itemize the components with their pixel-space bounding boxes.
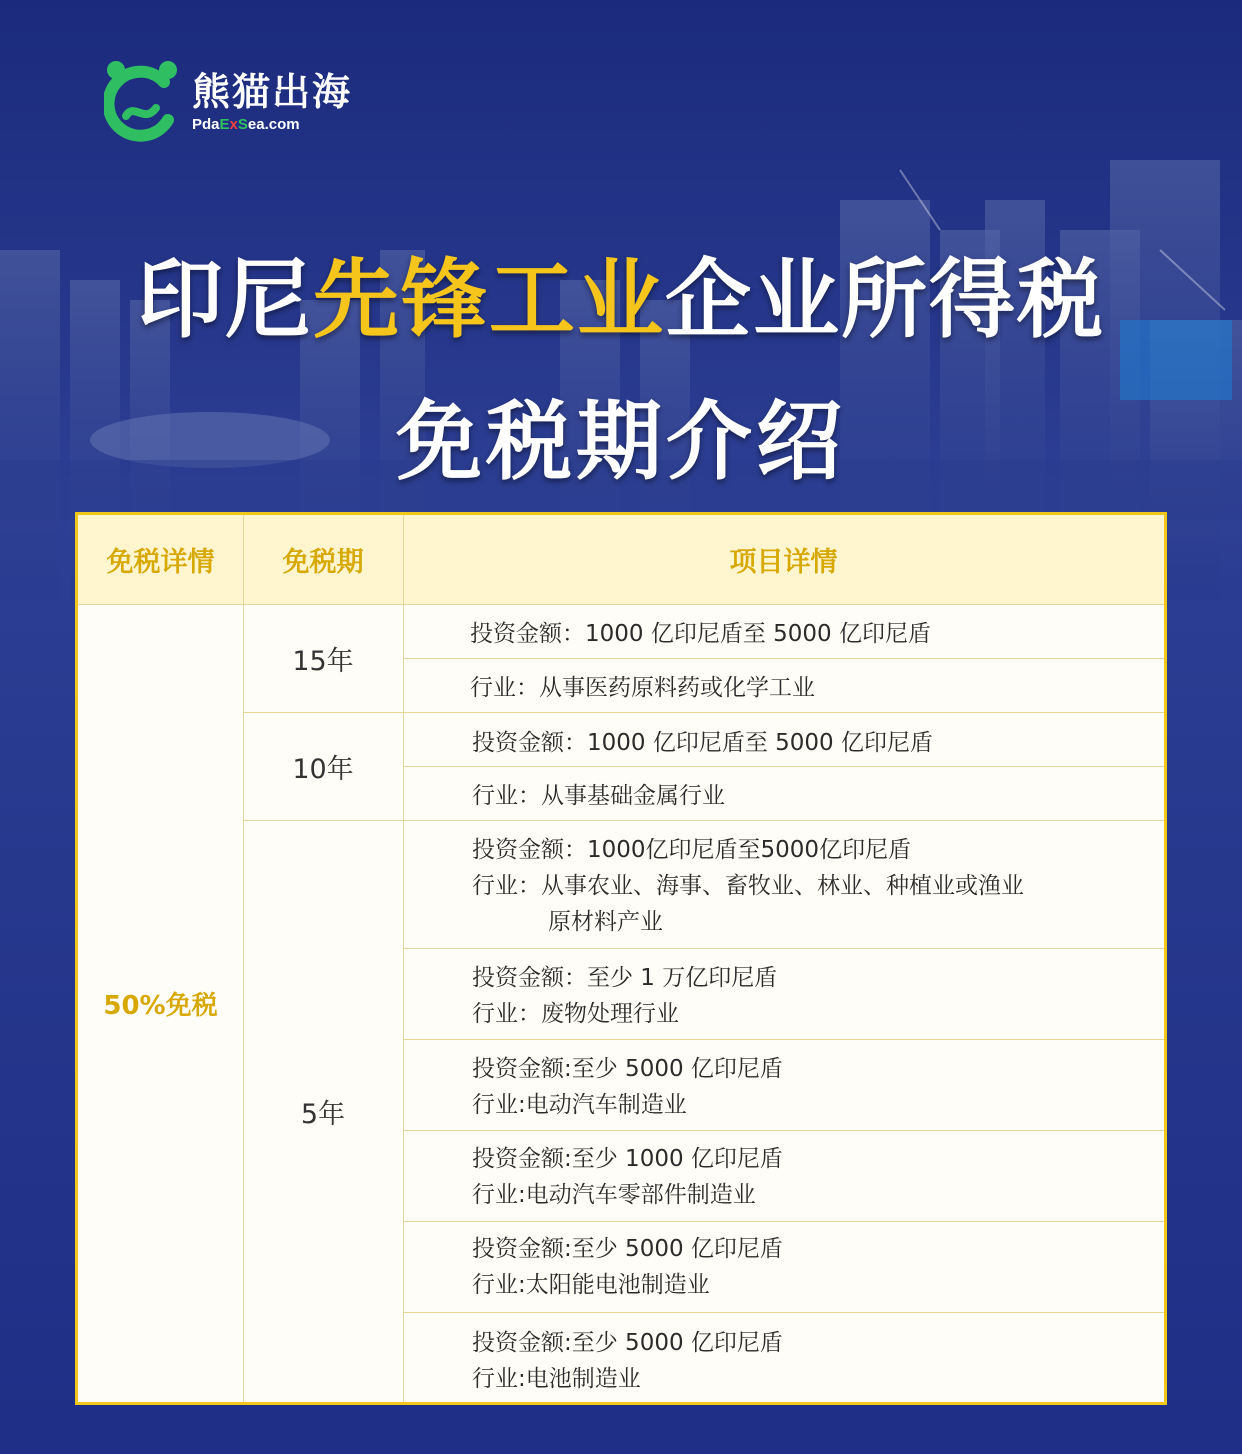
divider (403, 1130, 1164, 1131)
divider (403, 1221, 1164, 1222)
table-row: 投资金额:至少 5000 亿印尼盾 行业:电池制造业 (472, 1330, 783, 1392)
divider (403, 1312, 1164, 1313)
divider (403, 948, 1164, 949)
page-subtitle: 免税期介绍 (396, 392, 846, 492)
table-row: 投资金额：至少 1 万亿印尼盾 行业：废物处理行业 (472, 965, 778, 1027)
brand-domain: PdaExSea.com (192, 115, 300, 133)
table-row: 行业：从事医药原料药或化学工业 (470, 675, 815, 701)
table-row: 投资金额：1000 亿印尼盾至 5000 亿印尼盾 (470, 621, 931, 647)
table-row: 投资金额:至少 1000 亿印尼盾 行业:电动汽车零部件制造业 (472, 1146, 783, 1208)
panda-logo-icon (104, 58, 180, 144)
exemption-rate: 50%免税 (103, 990, 218, 1021)
table-row: 投资金额:至少 5000 亿印尼盾 行业:电动汽车制造业 (472, 1056, 783, 1118)
table-row: 投资金额:至少 5000 亿印尼盾 行业:太阳能电池制造业 (472, 1236, 783, 1298)
table-row: 投资金额：1000 亿印尼盾至 5000 亿印尼盾 (472, 730, 933, 756)
divider (403, 658, 1164, 659)
period-5-years: 5年 (300, 1098, 346, 1130)
period-15-years: 15年 (292, 645, 354, 677)
table-row: 投资金额：1000亿印尼盾至5000亿印尼盾 行业：从事农业、海事、畜牧业、林业、种植业或渔业 原材料产业 (472, 837, 1024, 935)
tax-holiday-table (75, 512, 1167, 1405)
period-10-years: 10年 (292, 753, 354, 785)
header-project-details: 项目详情 (403, 515, 1164, 604)
title-suffix: 企业所得税 (665, 250, 1105, 350)
header-exemption-period: 免税期 (243, 515, 403, 604)
table-row: 行业：从事基础金属行业 (472, 783, 725, 809)
divider (403, 1039, 1164, 1040)
title-highlight: 先锋工业 (313, 250, 665, 350)
brand-logo (104, 58, 352, 144)
brand-name: 熊猫出海 (192, 69, 353, 114)
header-exemption-details: 免税详情 (78, 515, 243, 604)
divider (403, 515, 404, 1402)
title-prefix: 印尼 (137, 250, 313, 350)
divider (403, 766, 1164, 767)
page-title (0, 230, 1242, 354)
